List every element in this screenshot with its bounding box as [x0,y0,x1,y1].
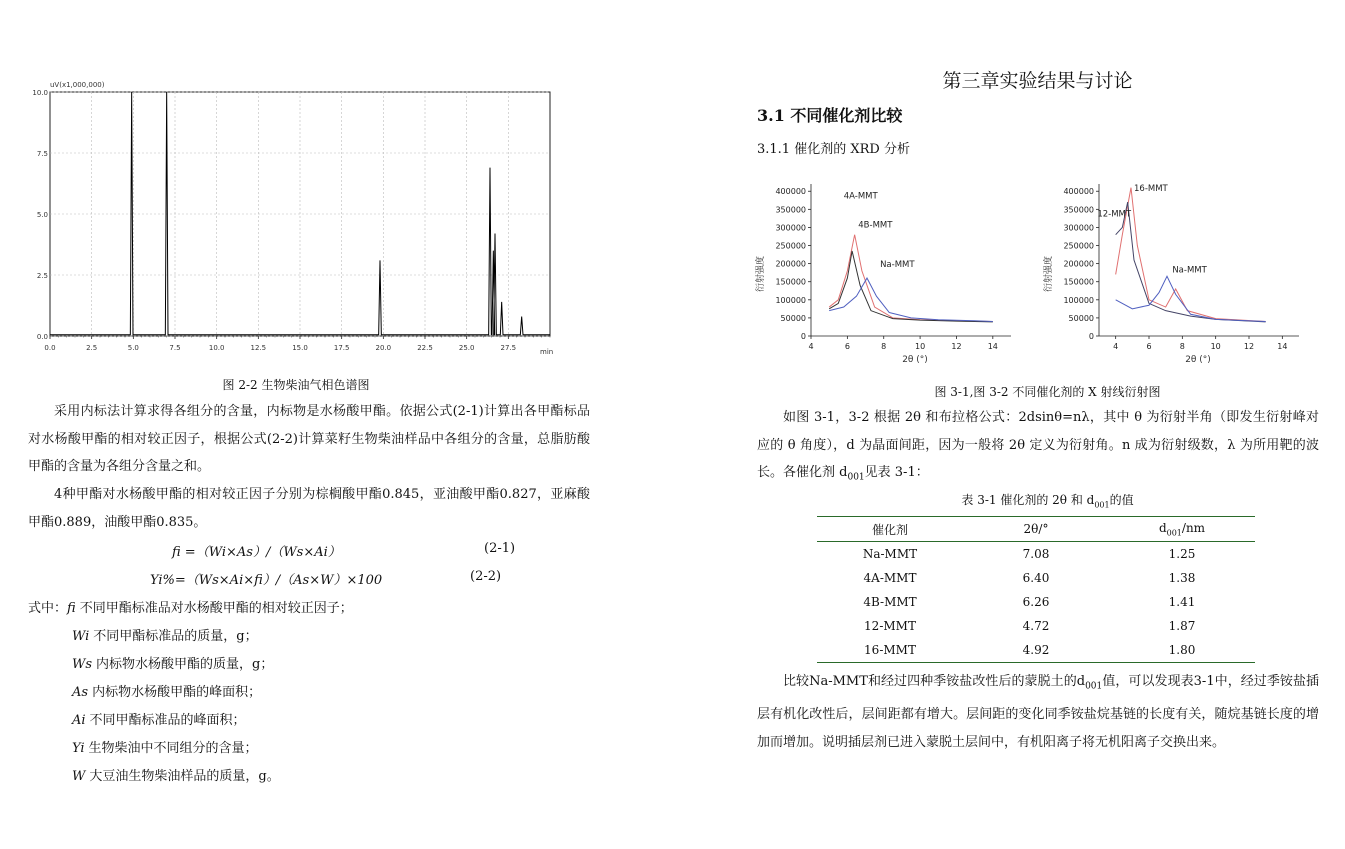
gc-x-tick-label: 2.5 [86,344,98,352]
table-title-3-1: 表 3-1 催化剂的 2θ 和 $d_{001}$的值 [961,493,1134,510]
where-line [28,597,353,616]
var-line-wi: Wi 不同甲酯标准品的质量，g； [72,629,258,644]
xrd-y-tick-label: 150000 [1063,277,1094,287]
xrd-x-tick-label: 4 [1113,342,1119,351]
gc-y-tick-label: 2.5 [36,272,48,280]
var-line-ws: Ws 内标物水杨酸甲酯的质量，g； [72,657,274,672]
where-prefix: 式中： [28,601,68,616]
xrd-x-tick-label: 6 [844,342,850,351]
xrd-right-y-label: 衍射强度 [1044,255,1054,293]
xrd-x-tick-label: 8 [1179,342,1185,351]
formula-2-1-number: (2-1) [484,541,516,556]
where-first-desc: 不同甲酯标准品对水杨酸甲酯的相对较正因子； [79,601,353,616]
gc-y-unit-label: uV(x1,000,000) [50,81,105,89]
gc-y-tick-label: 10.0 [32,89,48,97]
xrd-series-label: 4B-MMT [858,220,893,231]
paragraph-internal-standard: 采用内标法计算求得各组分的含量，内标物是水杨酸甲酯。依据公式(2-1)计算出各甲酯标品对水杨酸甲酯的相对较正因子，根据公式(2-2)计算菜籽生物柴油样品中各组分的含量，总脂肪酸甲酯的含量为各组分含量之和。 [28,404,590,474]
table-row: 4A-MMT 6.40 1.38 [863,571,1196,585]
xrd-y-tick-label: 0 [800,332,806,341]
table-row: 4B-MMT 6.26 1.41 [863,595,1196,609]
xrd-y-tick-label: 350000 [1063,205,1094,215]
xrd-y-tick-label: 50000 [1068,313,1094,323]
paragraph-correction-factors: 4种甲酯对水杨酸甲酯的相对较正因子分别为棕榈酸甲酯0.845，亚油酸甲酯0.827，亚麻酸甲酯0.889，油酸甲酯0.835。 [28,487,590,530]
xrd-y-tick-label: 300000 [1063,223,1094,233]
xrd-series-4a-mmt [829,235,993,322]
gc-x-tick-label: 0.0 [44,344,56,352]
xrd-series-label: 4A-MMT [843,191,878,202]
xrd-y-tick-label: 200000 [1063,259,1094,269]
xrd-right-x-label: 2θ (°) [1185,355,1211,365]
gc-x-tick-label: 20.0 [375,344,392,352]
xrd-x-tick-label: 8 [881,342,887,351]
section-title: 3.1 不同催化剂比较 [757,106,903,125]
xrd-y-tick-label: 250000 [1063,241,1094,251]
table-header-catalyst: 催化剂 [871,522,908,537]
var-line-ai: Ai 不同甲酯标准品的峰面积； [72,713,246,728]
formula-2-2: Yi%=（Ws×Ai×fi）/（As×W）×100 [150,573,383,588]
xrd-y-tick-label: 50000 [780,313,806,323]
var-line-yi: Yi 生物柴油中不同组分的含量； [72,741,258,756]
xrd-y-tick-label: 350000 [775,205,806,215]
xrd-y-tick-label: 200000 [775,259,806,269]
xrd-x-tick-label: 10 [1210,342,1221,351]
xrd-x-tick-label: 12 [951,342,962,351]
xrd-series-na-mmt [1116,276,1266,321]
formula-2-1: fi =（Wi×As）/（Ws×Ai） [172,545,341,560]
xrd-series-label: 12-MMT [1097,209,1132,220]
gc-x-tick-label: 15.0 [292,344,308,352]
xrd-chart-right [1043,174,1320,374]
xrd-series-16-mmt [1116,188,1266,322]
table-row: 16-MMT 4.92 1.80 [817,638,1255,663]
xrd-y-tick-label: 400000 [1063,187,1094,197]
gc-x-tick-label: 5.0 [127,344,139,352]
table-3-1 [817,516,1255,663]
xrd-series-12-mmt [1116,202,1266,322]
xrd-chart-left [755,174,1035,374]
gc-x-tick-label: 22.5 [417,344,433,352]
xrd-x-tick-label: 12 [1243,342,1255,351]
xrd-y-tick-label: 300000 [775,223,806,233]
gc-x-tick-label: 12.5 [250,344,267,352]
xrd-y-tick-label: 150000 [775,277,806,287]
xrd-left-x-label: 2θ (°) [902,355,928,365]
xrd-x-tick-label: 10 [914,342,926,351]
xrd-x-tick-label: 6 [1146,342,1152,351]
figure-caption-3-1: 图 3-1,图 3-2 不同催化剂的 X 射线衍射图 [934,385,1161,399]
xrd-series-label: Na-MMT [880,260,915,271]
gc-y-tick-label: 5.0 [36,211,48,219]
gc-y-tick-label: 0.0 [36,333,48,341]
gc-x-tick-label: 7.5 [169,344,181,352]
table-row: Na-MMT 7.08 1.25 [862,547,1196,561]
table-header-2theta: 2θ/° [1023,522,1049,536]
xrd-series-label: Na-MMT [1172,265,1207,276]
gc-y-tick-label: 7.5 [36,150,48,158]
xrd-y-tick-label: 0 [1088,332,1094,341]
xrd-y-tick-label: 250000 [775,241,806,251]
xrd-y-tick-label: 400000 [775,187,806,197]
xrd-x-tick-label: 4 [808,342,814,351]
formula-2-2-number: (2-2) [470,569,502,584]
gc-x-tick-label: 10.0 [208,344,225,352]
gc-x-tick-label: 27.5 [500,344,517,352]
xrd-series-na-mmt [829,278,993,321]
xrd-x-tick-label: 14 [1277,342,1288,351]
paragraph-bragg: 如图 3-1，3-2 根据 2θ 和布拉格公式：2dsinθ=nλ，其中 θ 为衍射半角（即发生衍射峰对应的 θ 角度），d 为晶面间距，因为一般将 2θ 定义为衍射角。n 成为衍射级数，λ 为所用靶的波长。各催化剂 $d_{001}$见表 3-1： [757,410,1319,483]
paragraph-comparison: 比较Na-MMT和经过四种季铵盐改性后的蒙脱土的$d_{001}$值，可以发现表3-1中，经过季铵盐插层有机化改性后，层间距都有增大。层间距的变化同季铵盐烷基链的长度有关，随烷基链长度的增加而增加。说明插层剂已进入蒙脱土层间中，有机阳离子将无机阳离子交换出来。 [757,674,1319,750]
gc-chromatogram-chart [26,78,556,362]
gc-x-unit-label: min [540,348,554,356]
gc-x-tick-label: 17.5 [333,344,350,352]
var-line-w: W 大豆油生物柴油样品的质量，g。 [72,769,280,784]
subsection-title: 3.1.1 催化剂的 XRD 分析 [757,142,910,157]
chapter-title: 第三章实验结果与讨论 [942,70,1133,92]
table-header-d001: $d_{001}/nm$ [1158,520,1206,538]
table-row: 12-MMT 4.72 1.87 [864,619,1196,633]
figure-caption-2-2: 图 2-2 生物柴油气相色谱图 [222,378,370,392]
xrd-left-y-label: 衍射强度 [756,255,766,293]
xrd-x-tick-label: 14 [987,342,998,351]
where-first-var: fi [67,601,76,616]
xrd-series-label: 16-MMT [1134,184,1168,195]
xrd-y-tick-label: 100000 [775,295,806,305]
xrd-y-tick-label: 100000 [1063,295,1094,305]
var-line-as: As 内标物水杨酸甲酯的峰面积； [72,685,262,700]
gc-x-tick-label: 25.0 [458,344,475,352]
